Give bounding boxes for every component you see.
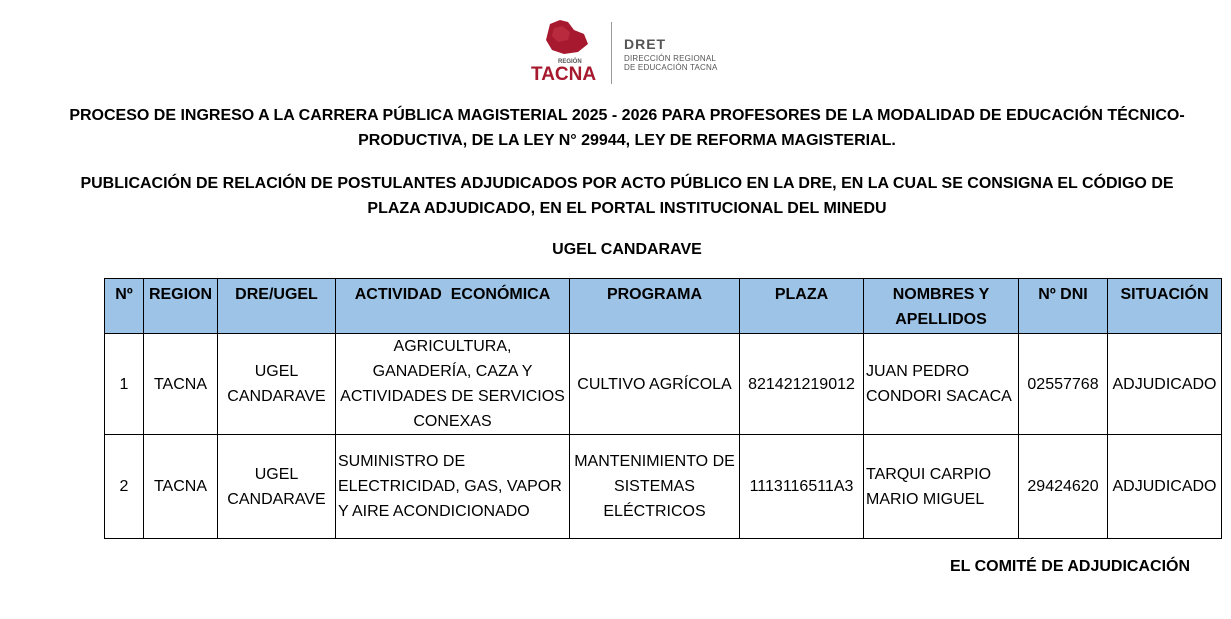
cell-dni: 29424620 (1019, 435, 1108, 539)
cell-ugel: UGEL CANDARAVE (218, 435, 336, 539)
committee-signature: EL COMITÉ DE ADJUDICACIÓN (950, 558, 1191, 575)
logo-org-line1: DIRECCIÓN REGIONAL (624, 54, 717, 63)
ugel-title: UGEL CANDARAVE (552, 241, 702, 258)
tacna-region-emblem (528, 18, 610, 86)
cell-situacion: ADJUDICADO (1108, 435, 1222, 539)
dret-logo (528, 18, 728, 86)
cell-nombres: TARQUI CARPIO MARIO MIGUEL (864, 435, 1019, 539)
cell-nombres: JUAN PEDRO CONDORI SACACA (864, 334, 1019, 435)
cell-ugel: UGEL CANDARAVE (218, 334, 336, 435)
cell-plaza: 1113116511A3 (740, 435, 864, 539)
col-header-programa: PROGRAMA (570, 279, 740, 334)
table-row (105, 435, 1222, 539)
col-header-situacion: SITUACIÓN (1108, 279, 1222, 334)
tacna-map-icon (528, 18, 610, 86)
logo-divider (611, 22, 612, 84)
col-header-dni: Nº DNI (1019, 279, 1108, 334)
logo-acronym: DRET (624, 36, 667, 52)
cell-programa: CULTIVO AGRÍCOLA (570, 334, 740, 435)
cell-actividad: AGRICULTURA, GANADERÍA, CAZA Y ACTIVIDADES DE SERVICIOS CONEXAS (336, 334, 570, 435)
logo-region-small: REGIÓN (558, 59, 582, 65)
process-title: PROCESO DE INGRESO A LA CARRERA PÚBLICA MAGISTERIAL 2025 - 2026 PARA PROFESORES DE LA MODALIDAD DE EDUCACIÓN TÉCNICO-PRODUCTIVA, DE LA LEY N° 29944, LEY DE REFORMA MAGISTERIAL. (69, 107, 1185, 149)
logo-org-line2: DE EDUCACIÓN TACNA (624, 63, 718, 72)
cell-region: TACNA (144, 334, 218, 435)
col-header-plaza: PLAZA (740, 279, 864, 334)
publication-title: PUBLICACIÓN DE RELACIÓN DE POSTULANTES ADJUDICADOS POR ACTO PÚBLICO EN LA DRE, EN LA CUAL SE CONSIGNA EL CÓDIGO DE PLAZA ADJUDICADO, EN EL PORTAL INSTITUCIONAL DEL MINEDU (80, 175, 1174, 217)
col-header-actividad: ACTIVIDAD ECONÓMICA (336, 279, 570, 334)
col-header-region: REGION (144, 279, 218, 334)
col-header-dre-ugel: DRE/UGEL (218, 279, 336, 334)
col-header-nombres: NOMBRES Y APELLIDOS (864, 279, 1019, 334)
col-header-n: Nº (105, 279, 144, 334)
cell-programa: MANTENIMIENTO DE SISTEMAS ELÉCTRICOS (570, 435, 740, 539)
table-header-row (105, 279, 1222, 334)
cell-n: 2 (105, 435, 144, 539)
logo-region: TACNA (531, 64, 597, 85)
table-row (105, 334, 1222, 435)
adjudication-table (104, 278, 1222, 539)
cell-situacion: ADJUDICADO (1108, 334, 1222, 435)
logo-org-name (624, 54, 718, 72)
cell-n: 1 (105, 334, 144, 435)
cell-plaza: 821421219012 (740, 334, 864, 435)
cell-region: TACNA (144, 435, 218, 539)
cell-actividad: SUMINISTRO DE ELECTRICIDAD, GAS, VAPOR Y AIRE ACONDICIONADO (336, 435, 570, 539)
cell-dni: 02557768 (1019, 334, 1108, 435)
